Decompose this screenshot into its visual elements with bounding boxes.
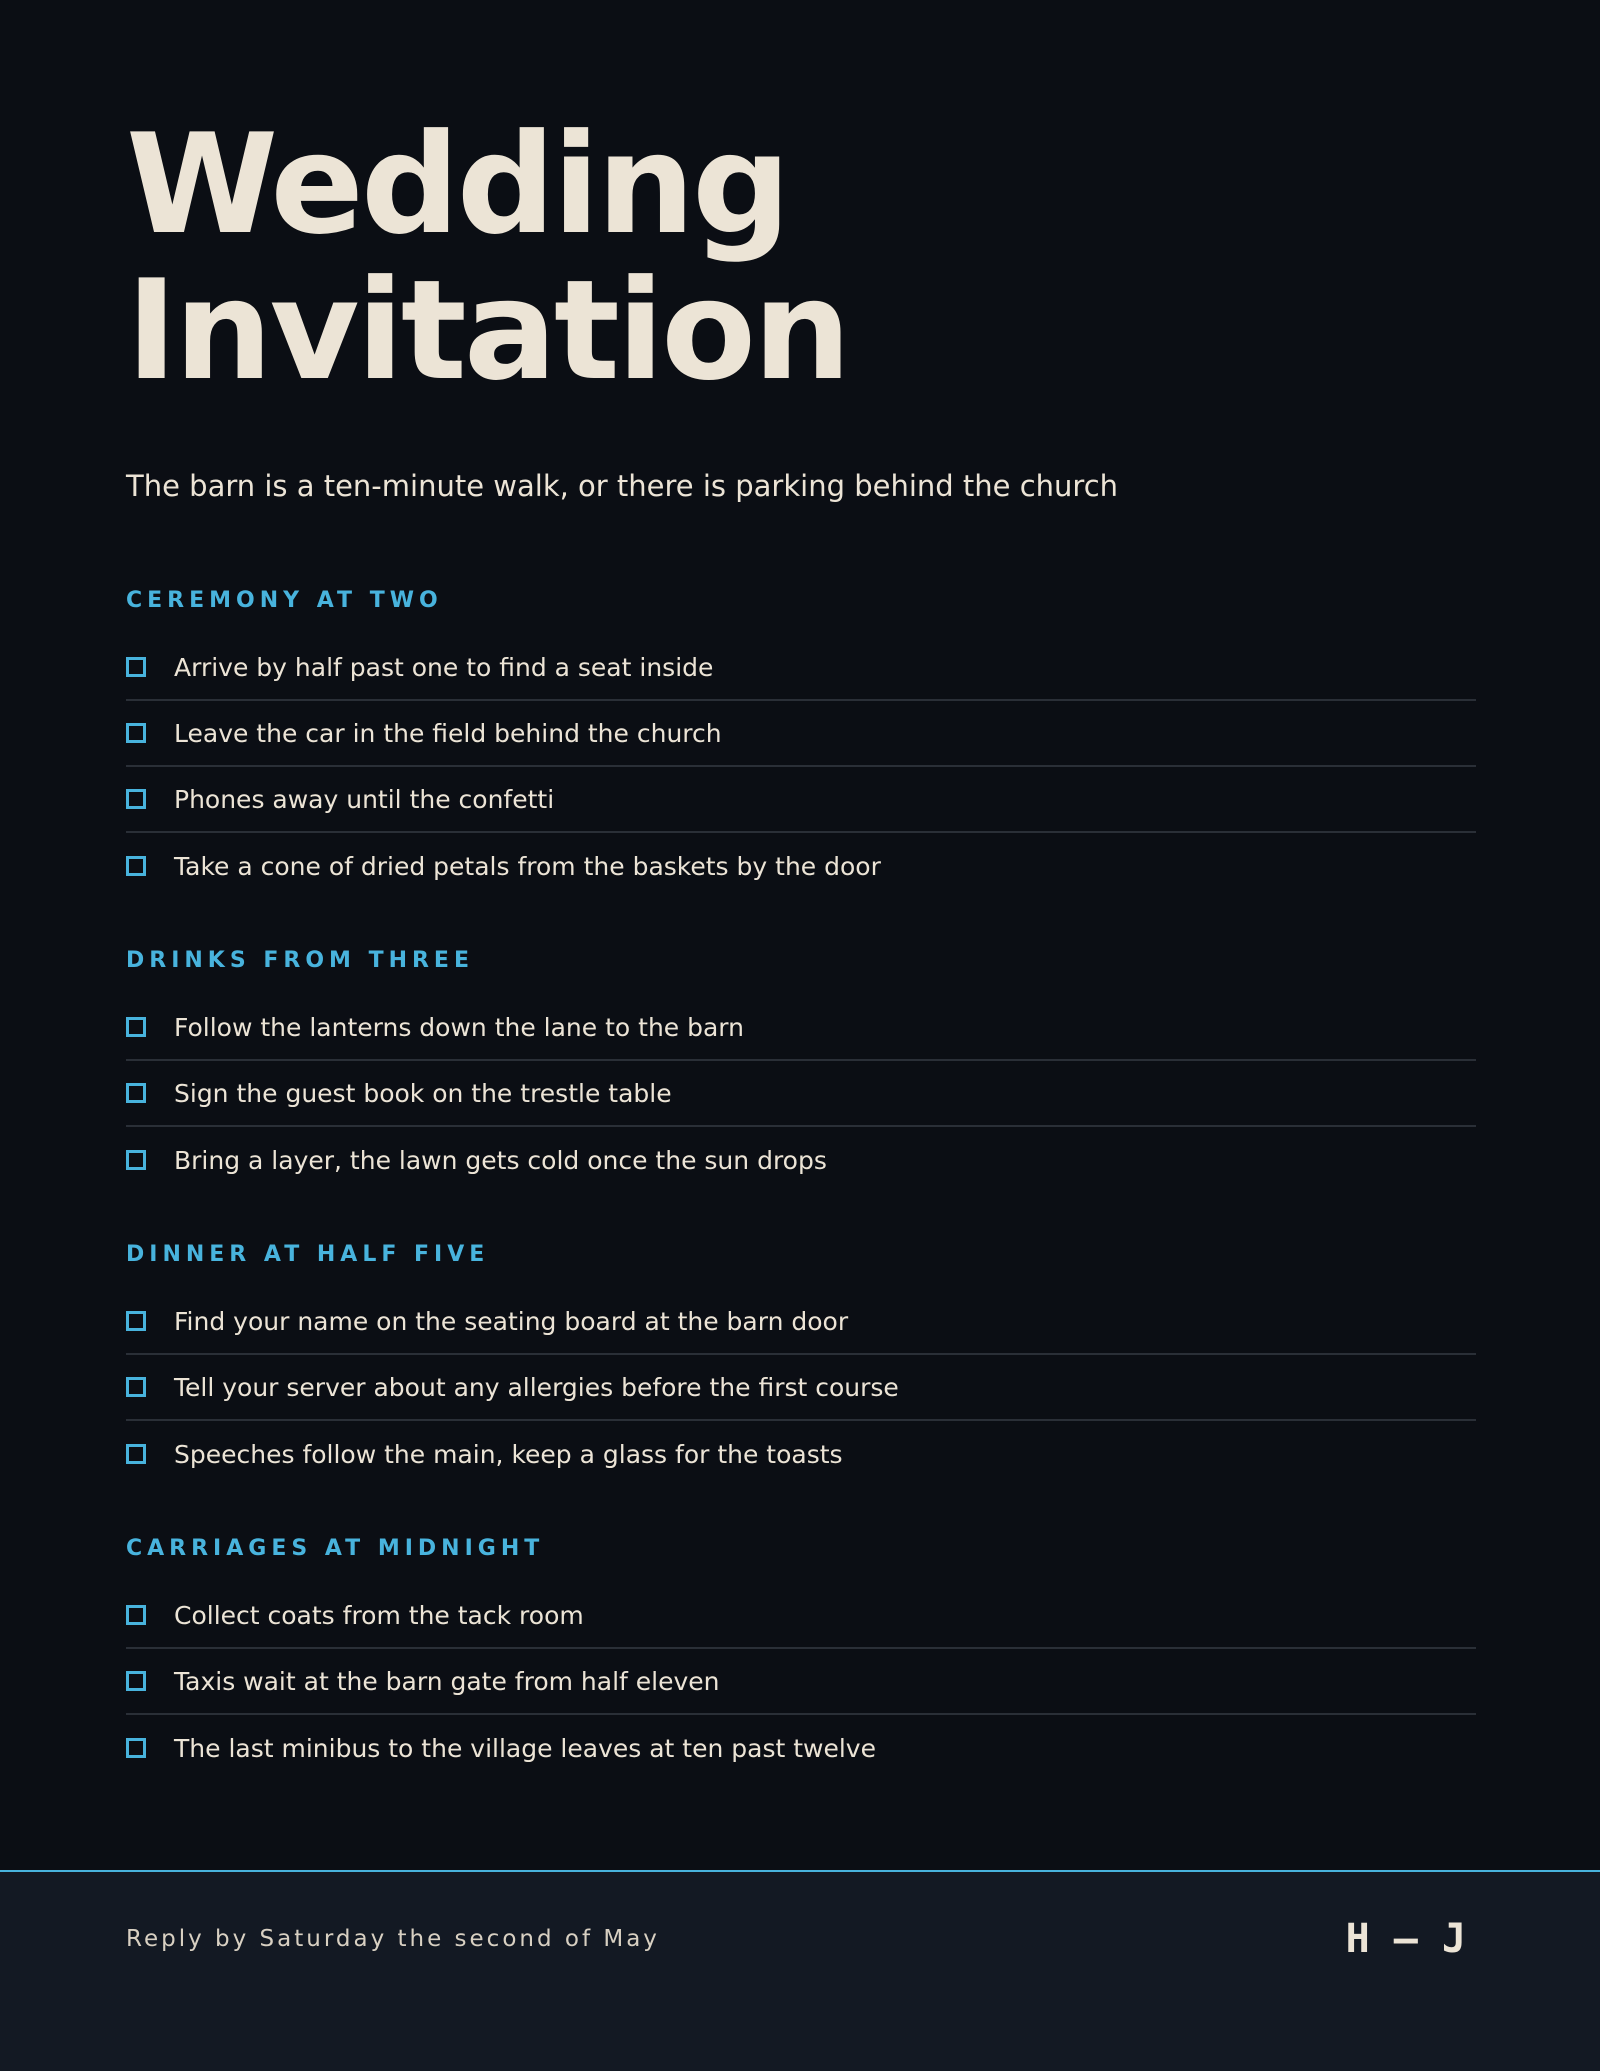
checkbox-unchecked-icon[interactable] [126, 1444, 146, 1464]
title-line-2: Invitation [126, 250, 849, 411]
section-heading: DINNER AT HALF FIVE [126, 1242, 490, 1267]
item-text: Phones away until the confetti [174, 784, 555, 814]
checklist [126, 995, 1476, 1193]
section-heading: DRINKS FROM THREE [126, 948, 474, 973]
item-text: Bring a layer, the lawn gets cold once the sun drops [174, 1145, 827, 1175]
section-ceremony [126, 582, 1476, 899]
list-item [126, 767, 1476, 833]
item-text: Taxis wait at the barn gate from half eleven [174, 1666, 720, 1696]
list-item [126, 995, 1476, 1061]
item-text: Sign the guest book on the trestle table [174, 1078, 672, 1108]
checkbox-unchecked-icon[interactable] [126, 1017, 146, 1037]
checkbox-unchecked-icon[interactable] [126, 1671, 146, 1691]
reply-by-text: Reply by Saturday the second of May [126, 1926, 660, 1952]
item-text: Tell your server about any allergies before the first course [174, 1372, 899, 1402]
list-item [126, 1127, 1476, 1193]
item-text: Follow the lanterns down the lane to the barn [174, 1012, 744, 1042]
list-item [126, 701, 1476, 767]
list-item [126, 1649, 1476, 1715]
item-text: Speeches follow the main, keep a glass for the toasts [174, 1439, 843, 1469]
checkbox-unchecked-icon[interactable] [126, 1150, 146, 1170]
subtitle: The barn is a ten-minute walk, or there is parking behind the church [126, 469, 1119, 503]
checklist [126, 1289, 1476, 1487]
checkbox-unchecked-icon[interactable] [126, 856, 146, 876]
list-item [126, 1061, 1476, 1127]
item-text: Arrive by half past one to find a seat inside [174, 652, 714, 682]
section-carriages [126, 1530, 1476, 1781]
item-text: Take a cone of dried petals from the baskets by the door [174, 851, 881, 881]
page-title [126, 104, 849, 411]
checklist [126, 635, 1476, 899]
title-line-1: Wedding [126, 104, 788, 265]
list-item [126, 635, 1476, 701]
checkbox-unchecked-icon[interactable] [126, 723, 146, 743]
list-item [126, 833, 1476, 899]
section-drinks [126, 942, 1476, 1193]
list-item [126, 1355, 1476, 1421]
item-text: Find your name on the seating board at the barn door [174, 1306, 849, 1336]
list-item [126, 1715, 1476, 1781]
checkbox-unchecked-icon[interactable] [126, 789, 146, 809]
section-heading: CEREMONY AT TWO [126, 588, 443, 613]
monogram: H — J [1345, 1916, 1466, 1962]
checkbox-unchecked-icon[interactable] [126, 1605, 146, 1625]
list-item [126, 1583, 1476, 1649]
section-heading: CARRIAGES AT MIDNIGHT [126, 1536, 545, 1561]
checkbox-unchecked-icon[interactable] [126, 1738, 146, 1758]
list-item [126, 1289, 1476, 1355]
section-dinner [126, 1236, 1476, 1487]
checkbox-unchecked-icon[interactable] [126, 657, 146, 677]
checklist [126, 1583, 1476, 1781]
list-item [126, 1421, 1476, 1487]
item-text: Collect coats from the tack room [174, 1600, 584, 1630]
checkbox-unchecked-icon[interactable] [126, 1083, 146, 1103]
checkbox-unchecked-icon[interactable] [126, 1311, 146, 1331]
footer [0, 1870, 1600, 2071]
item-text: The last minibus to the village leaves at ten past twelve [174, 1733, 876, 1763]
checkbox-unchecked-icon[interactable] [126, 1377, 146, 1397]
item-text: Leave the car in the field behind the church [174, 718, 722, 748]
